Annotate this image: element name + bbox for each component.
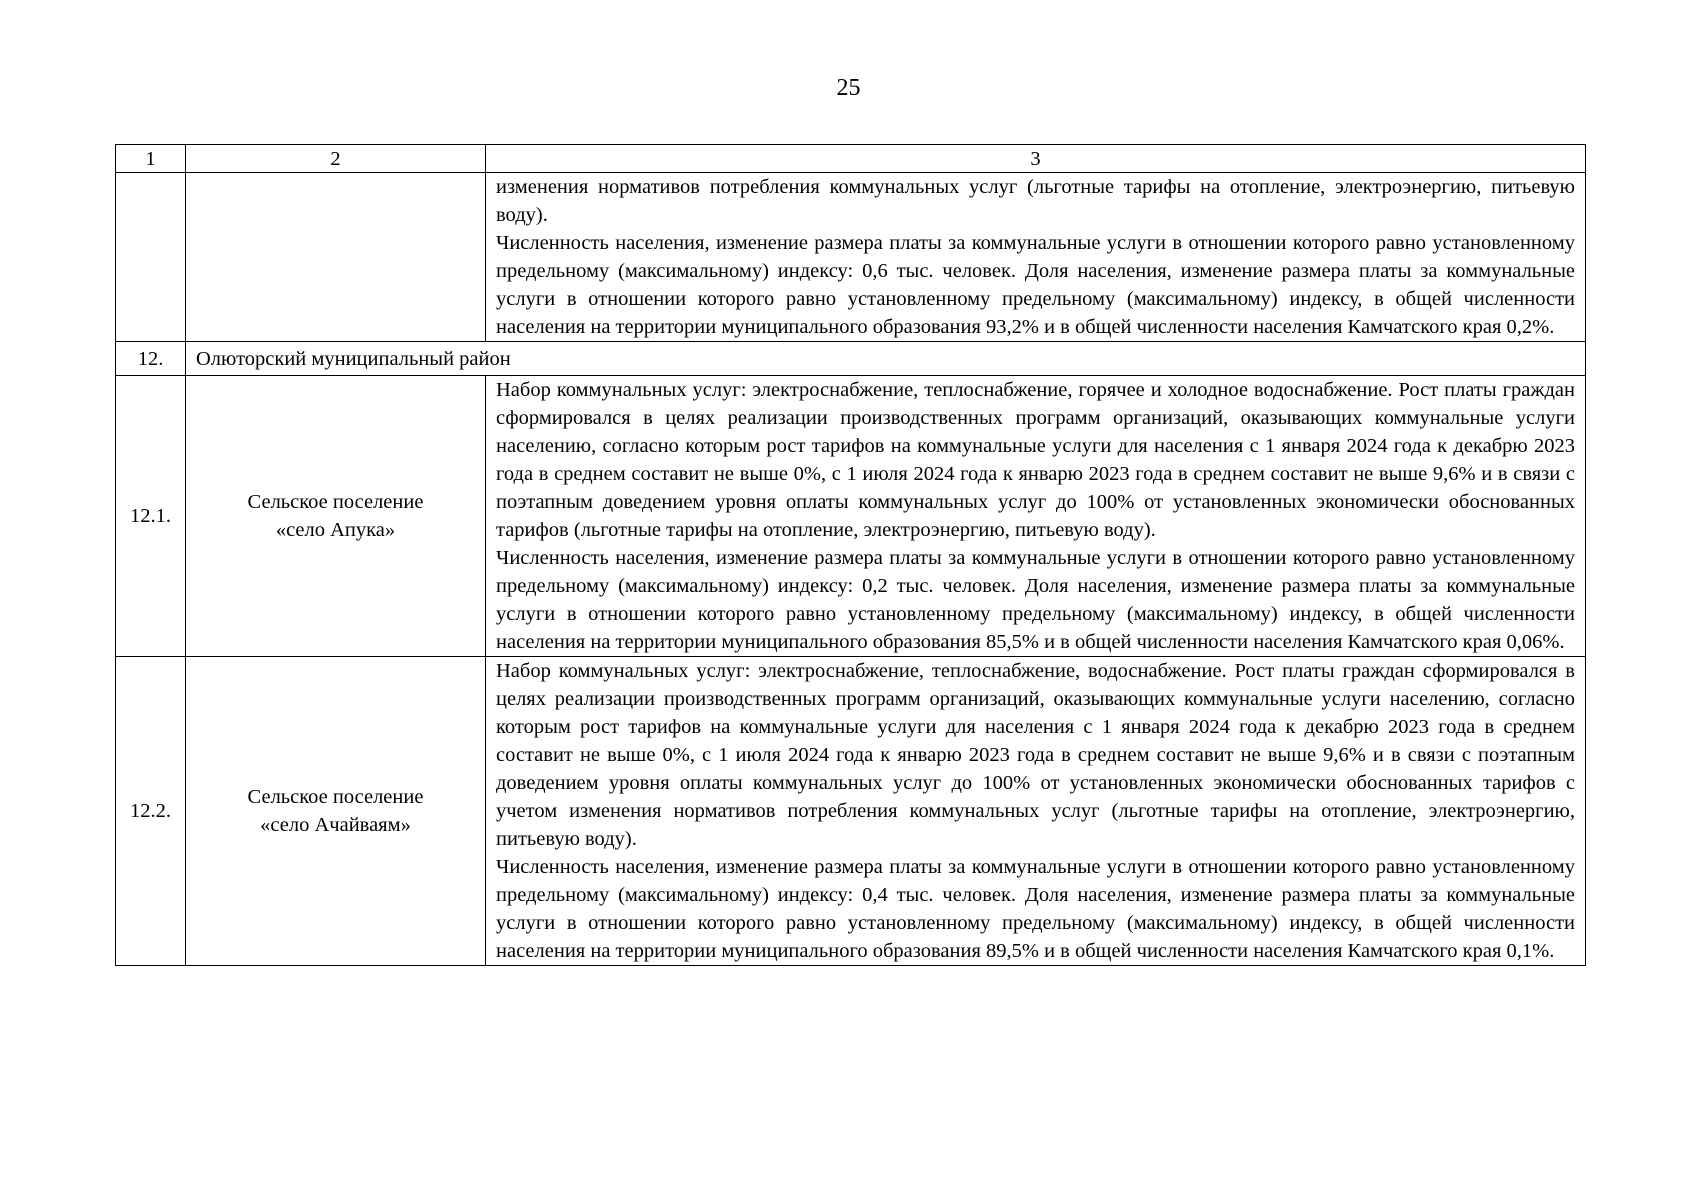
row-number: 12. (116, 342, 186, 376)
settlement-name (186, 657, 486, 966)
column-header-3: 3 (486, 145, 1586, 173)
description-paragraph: Набор коммунальных услуг: электроснабжение, теплоснабжение, водоснабжение. Рост платы граждан сформировался в целях реализации производственных программ организаций, оказывающих коммунальные услуги населению, согласно которым рост тарифов на коммунальные услуги для населения с 1 января 2024 года к декабрю 2023 года в среднем составит не выше 0%, с 1 июля 2024 года к январю 2023 года в среднем составит не выше 9,6% и в связи с поэтапным доведением уровня оплаты коммунальных услуг до 100% от установленных экономически обоснованных тарифов с учетом изменения нормативов потребления коммунальных услуг (льготные тарифы на отопление, электроэнергию, питьевую воду). (496, 660, 1575, 850)
row-description (486, 173, 1586, 342)
table-row-12-2 (116, 657, 1586, 966)
settlement-name-line: Сельское поселение (247, 491, 424, 513)
table-row-district (116, 342, 1586, 376)
table-row-continuation (116, 173, 1586, 342)
description-paragraph: Численность населения, изменение размера платы за коммунальные услуги в отношении которого равно установленному предельному (максимальному) индексу: 0,2 тыс. человек. Доля населения, изменение размера платы за коммунальные услуги в отношении которого равно установленному предельному (максимальному) индексу, в общей численности населения на территории муниципального образования 85,5% и в общей численности населения Камчатского края 0,06%. (496, 547, 1575, 653)
row-number: 12.2. (116, 657, 186, 966)
page-number: 25 (836, 75, 861, 101)
row-description (486, 657, 1586, 966)
description-paragraph: Численность населения, изменение размера платы за коммунальные услуги в отношении которого равно установленному предельному (максимальному) индексу: 0,6 тыс. человек. Доля населения, изменение размера платы за коммунальные услуги в отношении которого равно установленному предельному (максимальному) индексу, в общей численности населения на территории муниципального образования 93,2% и в общей численности населения Камчатского края 0,2%. (496, 232, 1575, 338)
description-paragraph: Численность населения, изменение размера платы за коммунальные услуги в отношении которого равно установленному предельному (максимальному) индексу: 0,4 тыс. человек. Доля населения, изменение размера платы за коммунальные услуги в отношении которого равно установленному предельному (максимальному) индексу, в общей численности населения на территории муниципального образования 89,5% и в общей численности населения Камчатского края 0,1%. (496, 856, 1575, 962)
settlement-name-line: Сельское поселение (247, 786, 424, 808)
settlement-name-line: «село Апука» (275, 519, 396, 541)
row-number: 12.1. (116, 376, 186, 657)
district-name: Олюторский муниципальный район (186, 342, 1586, 376)
column-header-2: 2 (186, 145, 486, 173)
row-description (486, 376, 1586, 657)
settlement-name-line: «село Ачайваям» (260, 814, 411, 836)
settlement-name (186, 173, 486, 342)
description-paragraph: изменения нормативов потребления коммунальных услуг (льготные тарифы на отопление, электроэнергию, питьевую воду). (496, 176, 1575, 226)
table-row-12-1 (116, 376, 1586, 657)
settlement-name (186, 376, 486, 657)
column-header-1: 1 (116, 145, 186, 173)
row-number (116, 173, 186, 342)
data-table (115, 144, 1586, 966)
table-header-row (116, 145, 1586, 173)
description-paragraph: Набор коммунальных услуг: электроснабжение, теплоснабжение, горячее и холодное водоснабжение. Рост платы граждан сформировался в целях реализации производственных программ организаций, оказывающих коммунальные услуги населению, согласно которым рост тарифов на коммунальные услуги для населения с 1 января 2024 года к декабрю 2023 года в среднем составит не выше 0%, с 1 июля 2024 года к январю 2023 года в среднем составит не выше 9,6% и в связи с поэтапным доведением уровня оплаты коммунальных услуг до 100% от установленных экономически обоснованных тарифов (льготные тарифы на отопление, электроэнергию, питьевую воду). (496, 379, 1575, 541)
